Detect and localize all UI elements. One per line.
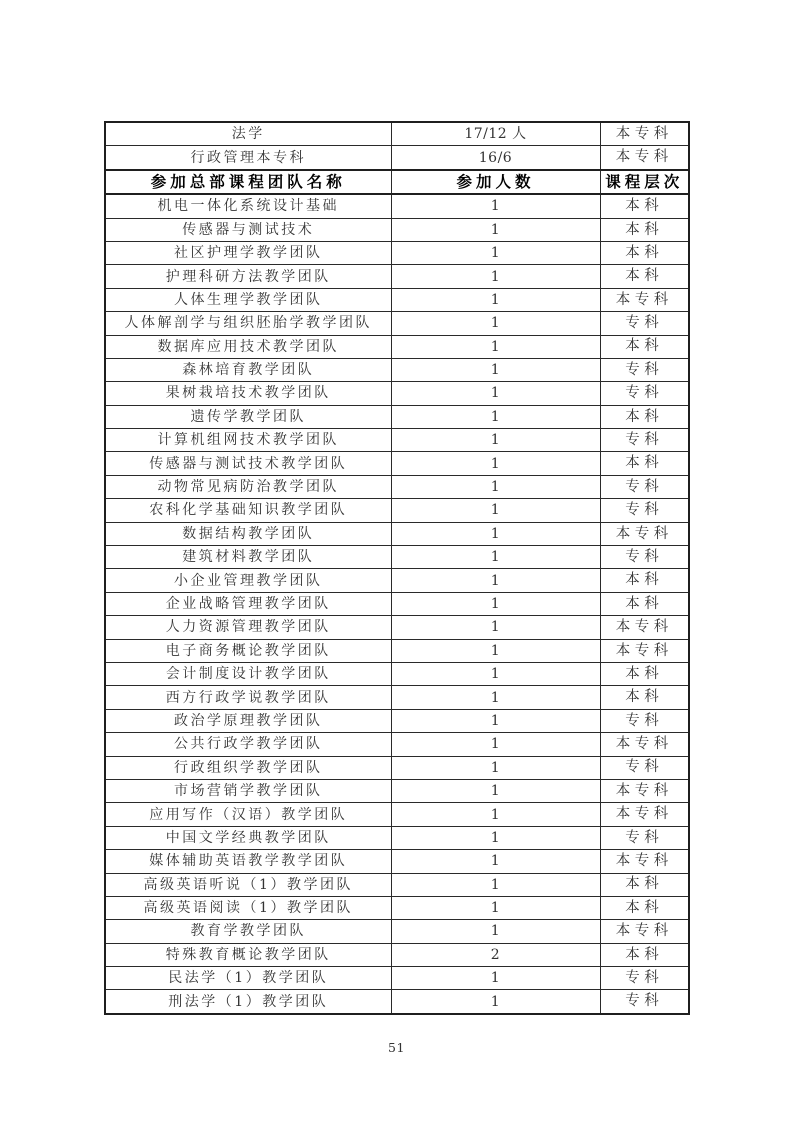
table-row	[105, 146, 689, 170]
team-name-cell: 护理科研方法教学团队	[105, 265, 391, 288]
team-name-cell: 机电一体化系统设计基础	[105, 194, 391, 218]
team-name-cell: 企业战略管理教学团队	[105, 592, 391, 615]
team-name-cell: 教育学教学团队	[105, 920, 391, 943]
team-name-cell: 政治学原理教学团队	[105, 709, 391, 732]
participant-count-cell: 1	[391, 662, 600, 685]
table-row	[105, 452, 689, 475]
course-level-cell: 本科	[600, 686, 689, 709]
course-level-cell: 专科	[600, 967, 689, 990]
team-name-cell: 动物常见病防治教学团队	[105, 475, 391, 498]
team-name-cell: 传感器与测试技术教学团队	[105, 452, 391, 475]
table-row	[105, 686, 689, 709]
table-row	[105, 546, 689, 569]
participant-count-cell: 1	[391, 709, 600, 732]
team-name-cell: 刑法学（1）教学团队	[105, 990, 391, 1014]
participant-count-cell: 1	[391, 733, 600, 756]
table-row	[105, 335, 689, 358]
team-name-cell: 农科化学基础知识教学团队	[105, 499, 391, 522]
course-level-cell: 专科	[600, 382, 689, 405]
table-row	[105, 850, 689, 873]
course-level-cell: 专科	[600, 826, 689, 849]
table-row	[105, 639, 689, 662]
team-name-cell: 人力资源管理教学团队	[105, 616, 391, 639]
table-row	[105, 990, 689, 1014]
team-name-cell: 人体生理学教学团队	[105, 288, 391, 311]
table-row	[105, 194, 689, 218]
page-number: 51	[388, 1040, 405, 1055]
participant-count-cell: 1	[391, 686, 600, 709]
course-level-cell: 本科	[600, 335, 689, 358]
course-level-cell: 本专科	[600, 146, 689, 170]
participant-count-cell: 1	[391, 826, 600, 849]
participant-count-cell: 1	[391, 850, 600, 873]
table-row	[105, 312, 689, 335]
participant-count-cell: 1	[391, 873, 600, 896]
course-level-cell: 专科	[600, 756, 689, 779]
table-row	[105, 218, 689, 241]
team-name-cell: 森林培育教学团队	[105, 358, 391, 381]
course-level-cell: 本科	[600, 896, 689, 919]
course-level-cell: 专科	[600, 546, 689, 569]
team-name-cell: 会计制度设计教学团队	[105, 662, 391, 685]
participant-count-cell: 1	[391, 241, 600, 264]
participant-count-cell: 1	[391, 616, 600, 639]
participant-count-cell: 1	[391, 452, 600, 475]
course-level-cell: 本专科	[600, 616, 689, 639]
participant-count-cell: 1	[391, 265, 600, 288]
participant-count-cell: 1	[391, 358, 600, 381]
course-level-cell: 专科	[600, 358, 689, 381]
course-level-cell: 本科	[600, 569, 689, 592]
course-level-cell: 本科	[600, 218, 689, 241]
participant-count-cell: 1	[391, 218, 600, 241]
table-row	[105, 382, 689, 405]
course-level-cell: 本专科	[600, 850, 689, 873]
participant-count-cell: 1	[391, 499, 600, 522]
course-level-cell: 专科	[600, 709, 689, 732]
participant-count-cell: 1	[391, 335, 600, 358]
participant-count-cell: 1	[391, 312, 600, 335]
team-name-cell: 社区护理学教学团队	[105, 241, 391, 264]
team-name-cell: 法学	[105, 122, 391, 146]
table-row	[105, 967, 689, 990]
table-row	[105, 733, 689, 756]
team-name-cell: 建筑材料教学团队	[105, 546, 391, 569]
table-row	[105, 662, 689, 685]
participant-count-cell: 1	[391, 756, 600, 779]
participant-count-cell: 1	[391, 382, 600, 405]
table-row	[105, 475, 689, 498]
team-name-cell: 民法学（1）教学团队	[105, 967, 391, 990]
course-level-cell: 本科	[600, 592, 689, 615]
participant-count-cell: 1	[391, 639, 600, 662]
course-level-cell: 专科	[600, 499, 689, 522]
participant-count-cell: 1	[391, 546, 600, 569]
table-row	[105, 592, 689, 615]
team-name-cell: 行政管理本专科	[105, 146, 391, 170]
course-teams-table	[104, 121, 690, 1015]
participant-count-cell: 1	[391, 288, 600, 311]
team-name-cell: 数据库应用技术教学团队	[105, 335, 391, 358]
course-level-cell: 专科	[600, 475, 689, 498]
participant-count-cell: 2	[391, 943, 600, 966]
team-name-cell: 传感器与测试技术	[105, 218, 391, 241]
table-row	[105, 522, 689, 545]
participant-count-cell: 17/12 人	[391, 122, 600, 146]
table-row	[105, 896, 689, 919]
course-level-cell: 本科	[600, 452, 689, 475]
participant-count-cell: 1	[391, 194, 600, 218]
table-row	[105, 616, 689, 639]
team-name-cell: 参加总部课程团队名称	[105, 170, 391, 194]
table-row	[105, 499, 689, 522]
table-row	[105, 709, 689, 732]
team-name-cell: 果树栽培技术教学团队	[105, 382, 391, 405]
participant-count-cell: 1	[391, 990, 600, 1014]
team-name-cell: 市场营销学教学团队	[105, 779, 391, 802]
team-name-cell: 电子商务概论教学团队	[105, 639, 391, 662]
team-name-cell: 应用写作（汉语）教学团队	[105, 803, 391, 826]
table-row	[105, 943, 689, 966]
team-name-cell: 遗传学教学团队	[105, 405, 391, 428]
team-name-cell: 数据结构教学团队	[105, 522, 391, 545]
team-name-cell: 高级英语听说（1）教学团队	[105, 873, 391, 896]
table-row	[105, 429, 689, 452]
participant-count-cell: 1	[391, 592, 600, 615]
course-level-cell: 本专科	[600, 920, 689, 943]
team-name-cell: 西方行政学说教学团队	[105, 686, 391, 709]
course-level-cell: 课程层次	[600, 170, 689, 194]
table-row	[105, 779, 689, 802]
course-level-cell: 专科	[600, 312, 689, 335]
table-row	[105, 265, 689, 288]
participant-count-cell: 参加人数	[391, 170, 600, 194]
table-row	[105, 920, 689, 943]
team-name-cell: 高级英语阅读（1）教学团队	[105, 896, 391, 919]
course-level-cell: 本科	[600, 662, 689, 685]
participant-count-cell: 1	[391, 920, 600, 943]
team-name-cell: 计算机组网技术教学团队	[105, 429, 391, 452]
participant-count-cell: 1	[391, 896, 600, 919]
table-row	[105, 241, 689, 264]
table-row	[105, 405, 689, 428]
course-level-cell: 专科	[600, 429, 689, 452]
course-level-cell: 本专科	[600, 733, 689, 756]
table-row	[105, 803, 689, 826]
course-level-cell: 本专科	[600, 288, 689, 311]
team-name-cell: 中国文学经典教学团队	[105, 826, 391, 849]
table-row	[105, 569, 689, 592]
course-level-cell: 本科	[600, 943, 689, 966]
course-level-cell: 本专科	[600, 639, 689, 662]
participant-count-cell: 1	[391, 405, 600, 428]
team-name-cell: 媒体辅助英语教学教学团队	[105, 850, 391, 873]
participant-count-cell: 1	[391, 429, 600, 452]
course-level-cell: 本专科	[600, 803, 689, 826]
course-level-cell: 本专科	[600, 779, 689, 802]
table-header-row	[105, 170, 689, 194]
course-level-cell: 专科	[600, 990, 689, 1014]
team-name-cell: 公共行政学教学团队	[105, 733, 391, 756]
participant-count-cell: 1	[391, 522, 600, 545]
table-row	[105, 756, 689, 779]
team-name-cell: 人体解剖学与组织胚胎学教学团队	[105, 312, 391, 335]
table-row	[105, 358, 689, 381]
table-row	[105, 826, 689, 849]
participant-count-cell: 1	[391, 803, 600, 826]
participant-count-cell: 16/6	[391, 146, 600, 170]
participant-count-cell: 1	[391, 475, 600, 498]
table-row	[105, 122, 689, 146]
course-level-cell: 本科	[600, 265, 689, 288]
course-table-body	[105, 122, 689, 1014]
participant-count-cell: 1	[391, 569, 600, 592]
course-level-cell: 本科	[600, 241, 689, 264]
team-name-cell: 特殊教育概论教学团队	[105, 943, 391, 966]
course-level-cell: 本科	[600, 194, 689, 218]
participant-count-cell: 1	[391, 779, 600, 802]
table-row	[105, 873, 689, 896]
team-name-cell: 小企业管理教学团队	[105, 569, 391, 592]
course-level-cell: 本专科	[600, 522, 689, 545]
participant-count-cell: 1	[391, 967, 600, 990]
course-level-cell: 本科	[600, 873, 689, 896]
course-level-cell: 本专科	[600, 122, 689, 146]
team-name-cell: 行政组织学教学团队	[105, 756, 391, 779]
table-row	[105, 288, 689, 311]
course-level-cell: 本科	[600, 405, 689, 428]
